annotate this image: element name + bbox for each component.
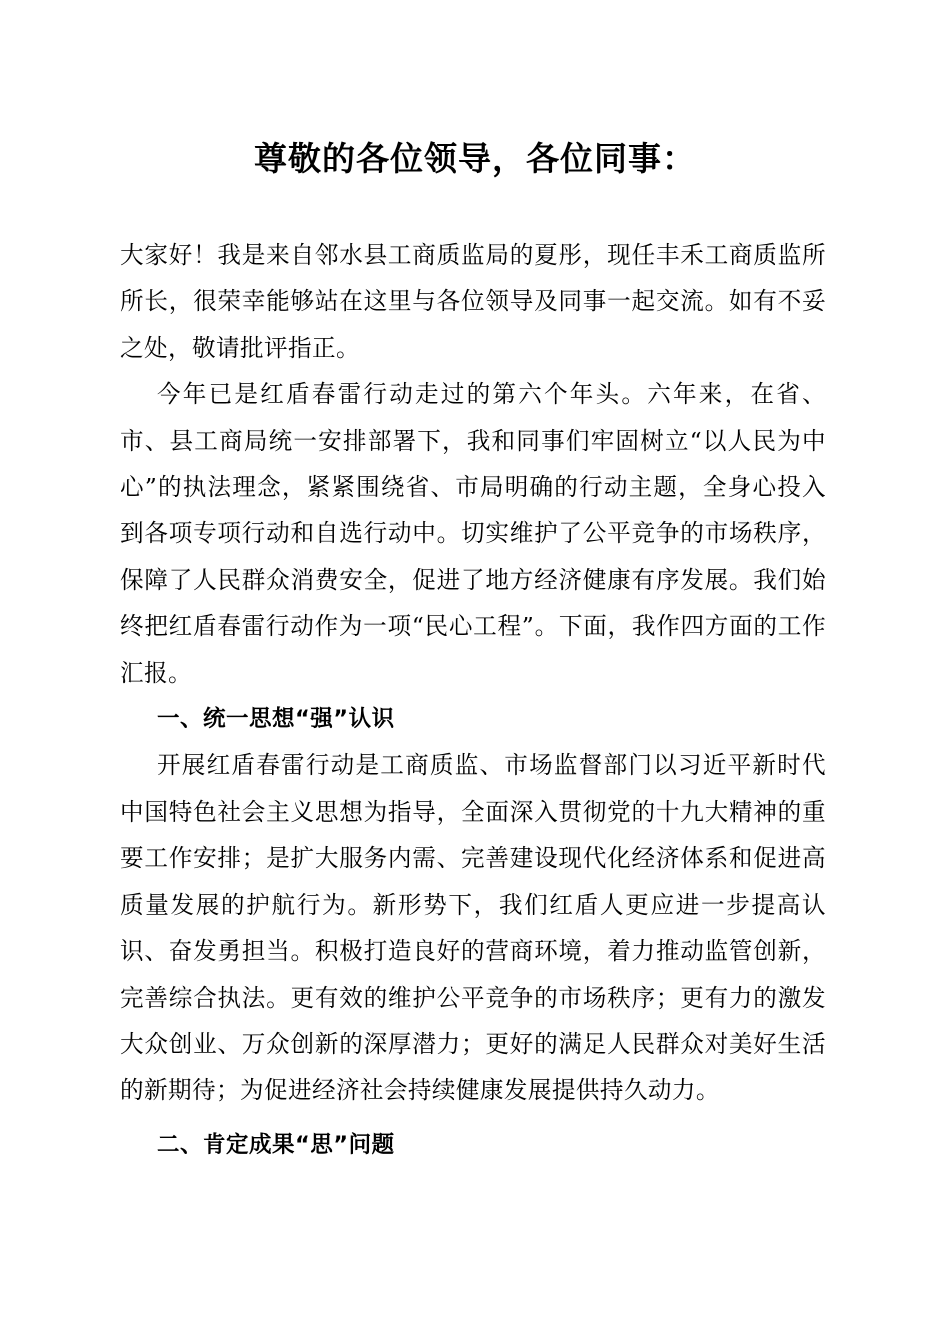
document-body [120,232,826,1168]
page-title: 尊敬的各位领导，各位同事： [254,139,696,178]
intro-paragraph: 今年已是红盾春雷行动走过的第六个年头。六年来，在省、市、县工商局统一安排部署下，我和同事们牢固树立“以人民为中心”的执法理念，紧紧围绕省、市局明确的行动主题，全身心投入到各项专项行动和自选行动中。切实维护了公平竞争的市场秩序，保障了人民群众消费安全，促进了地方经济健康有序发展。我们始终把红盾春雷行动作为一项“民心工程”。下面，我作四方面的工作汇报。 [120,380,826,687]
section-1-paragraph: 开展红盾春雷行动是工商质监、市场监督部门以习近平新时代中国特色社会主义思想为指导，全面深入贯彻党的十九大精神的重要工作安排；是扩大服务内需、完善建设现代化经济体系和促进高质量发展的护航行为。新形势下，我们红盾人更应进一步提高认识、奋发勇担当。积极打造良好的营商环境，着力推动监管创新，完善综合执法。更有效的维护公平竞争的市场秩序；更有力的激发大众创业、万众创新的深厚潜力；更好的满足人民群众对美好生活的新期待；为促进经济社会持续健康发展提供持久动力。 [120,751,826,1105]
section-heading-1: 一、统一思想“强”认识 [157,706,395,733]
section-heading-2: 二、肯定成果“思”问题 [157,1131,395,1158]
greeting-paragraph: 大家好！我是来自邻水县工商质监局的夏彤，现任丰禾工商质监所所长，很荣幸能够站在这里与各位领导及同事一起交流。如有不妥之处，敬请批评指正。 [120,241,826,362]
